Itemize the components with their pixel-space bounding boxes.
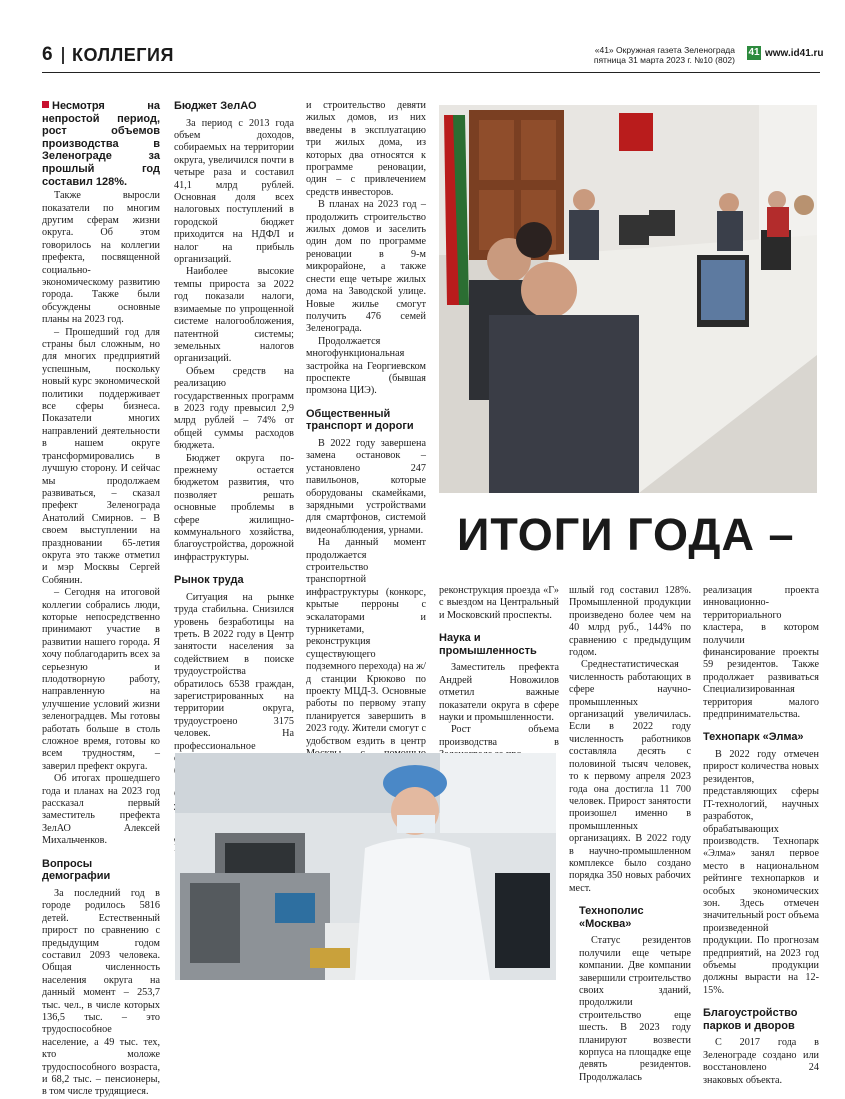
lab-worker-photo-image <box>175 753 556 980</box>
newspaper-info <box>594 45 735 65</box>
newspaper-name: «41» Окружная газета Зеленограда <box>594 45 735 55</box>
article-column-5 <box>569 585 691 1084</box>
subheading-parks: Благоустройство парков и дворов <box>703 1007 798 1032</box>
paragraph: и строительство девяти жилых домов, из них введены в эксплуатацию три жилых дома, из которых два относятся к программе реновации, один – с привлечением средств инвесторов. <box>306 100 426 198</box>
paragraph: Среднестатистическая численность работающих в сфере научно-промышленных организаций увеличилась. Если в 2022 году численность работников составляла десять с половиной тысяч человек, то к первому апреля 2023 года она достигла 11 700 человек. Прирост занятости произошел именно в промышленных организациях. В 2022 году в научно-промышленном комплексе было создано порядка 350 новых рабочих мест. <box>569 659 691 894</box>
headline: ИТОГИ ГОДА – <box>457 509 795 560</box>
article-column-6 <box>703 585 819 1087</box>
header-rule <box>42 72 820 73</box>
meeting-photo-image <box>439 105 817 493</box>
paragraph: Об итогах прошедшего года и планах на 2023 год рассказал первый заместитель префекта ЗелАО Алексей Михальченков. <box>42 773 160 847</box>
paragraph: Наиболее высокие темпы прироста за 2022 год показали налоги, взимаемые по упрощенной системе налогообложения, патентной системы; земельных налогов организаций. <box>174 266 294 365</box>
paragraph: Продолжается многофункциональная застройка на Георгиевском проспекте (бывшая промзона ЦИЭ). <box>306 335 426 397</box>
paragraph: На данный момент продолжается строительство транспортной инфраструктуры (конкорс, крытые перроны с эскалаторами и турникетами, реконструкция существующего подземного перехода) на ж/д станции Крюково по проекту МЦД-3. Основные работы по первому этапу планируется завершить в 2023 году. Жители смогут с удобством ездить в центр <box>306 537 426 747</box>
subheading-science: Наука и промышленность <box>439 632 537 657</box>
paragraph: Ситуация на рынке труда стабильна. Снизился уровень безработицы на треть. В 2022 году в Центр занятости населения за содействием в поиске трудоустройства обратилось 6538 граждан, зарегистрированных на территории округа, трудоустроено 3175 человек. На профессиональное <box>174 591 294 752</box>
article-column-2 <box>174 100 294 855</box>
subheading-labor-market: Рынок труда <box>174 574 244 587</box>
subheading-demography: Вопросы демографии <box>42 857 111 883</box>
section-title: КОЛЛЕГИЯ <box>72 45 174 65</box>
paragraph: реализация проекта инновационно-территориального кластера, в котором получили финансирование проекты 59 резидентов. Также продолжает развиваться Специализированная территория малого предпринимательства. <box>703 585 819 721</box>
header-separator <box>62 47 64 64</box>
paragraph: реконструкция проезда «Г» с выездом на Центральный и Московский проспекты. <box>439 585 559 621</box>
paragraph: Объем средств на реализацию государственных программ в 2023 году превысил 2,9 млрд рублей – 74% от общей суммы расходов бюджета. <box>174 365 294 452</box>
meeting-photo <box>439 105 817 493</box>
paragraph: Заместитель префекта Андрей Новожилов отметил важные показатели округа в сфере науки и промышленности. <box>439 662 559 724</box>
paragraph: Рост объема производства в <box>439 724 559 748</box>
paragraph: В планах на 2023 год – продолжить строительство жилых домов и заселить один дом по программе реновации в 9-м микрорайоне, а также снести еще четыре жилых дома на Заводской улице. Новые жилье смогут получить 476 семей Зеленограда. <box>306 199 426 335</box>
lab-worker-photo <box>175 753 556 980</box>
article-column-4 <box>439 585 559 762</box>
article-column-1 <box>42 100 160 1099</box>
paragraph: Также выросли показатели по многим другим сферам жизни округа. Об этом говорилось на коллегии префекта, посвященной социально-экономическому развитию города. Также были обсуждены основные планы на 2023 год. <box>42 190 160 326</box>
paragraph: С 2017 года в Зеленограде создано или восстановлено 24 знаковых объекта. <box>703 1037 819 1086</box>
newspaper-logo: 41 <box>748 47 760 58</box>
issue-date: пятница 31 марта 2023 г. №10 (802) <box>593 55 735 65</box>
red-square-icon <box>42 101 49 108</box>
paragraph: За последний год в городе родилось 5816 детей. Естественный прирост по сравнению с предыдущим годом составил 2093 человека. Общая численность населения округа на данный момент – 253,7 тыс. чел., в числе которых 136,5 тыс. – это трудоспособное население, а 49 тыс. тех, кто моложе трудоспособного возраста, и 68,2 тыс. – пенсионеры, в том числе трудящиеся. <box>42 887 160 1098</box>
subheading-budget: Бюджет ЗелАО <box>174 100 257 112</box>
page-number: 6 <box>42 44 53 65</box>
paragraph: Статус резидентов получили еще четыре компании. Две компании завершили строительство своих зданий, продолжили строительство еще шесть. В 2023 году планируют возвести корпуса на площадке еще девять резидентов. Продолжалась <box>579 935 691 1083</box>
subheading-elma: Технопарк «Элма» <box>703 731 804 744</box>
paragraph: – Прошедший год для страны был сложным, но для многих предприятий успешным, поскольку новый курс экономической политики поддерживает все сферы бизнеса. Показатели многих направлений деятельности в нашем округе трансформировались в лучшую сторону. И сейчас мы продолжаем развиваться, – сказал префект Зеленограда Анатолий Смирнов. – В своем выступлении на праздновании 65-летия округа это также отметил и мэр Москвы Сергей Собянин. <box>42 326 160 586</box>
subheading-transport: Общественный транспорт и дороги <box>306 407 414 433</box>
subheading-technopolis: Технополис «Москва» <box>579 905 644 930</box>
paragraph: В 2022 году отмечен прирост количества новых резидентов, представляющих сферы IT-технологий, научных разработок, обрабатывающих производств. Технопарк «Элма» занял первое место в национальном рейтинге технопарков и особых экономических зон. Здесь отмечен значительный рост объема произведенной продукции. По прогнозам предприятий, на 2023 год объемы продукции должны вырасти на 12-15%. <box>703 749 819 996</box>
paragraph: – Сегодня на итоговой коллегии собрались люди, которые непосредственно принимают участие в развитии нашего города. Я хочу поблагодарить всех за серьезную и плодотворную работу, направленную на улучшение условий жизни зеленоградцев. Мы готовы работать больше в столь сложное время, готовы ко всем трудностям, – заверил префект округа. <box>42 587 160 772</box>
paragraph: За период с 2013 года объем доходов, собираемых на территории округа, увеличился почти в четыре раза и составил 41,1 млрд рублей. Основная доля всех налоговых поступлений в городской бюджет приходится на НДФЛ и налог на прибыль организаций. <box>174 117 294 266</box>
paragraph: Бюджет округа по-прежнему остается бюджетом развития, что позволяет решать основные проблемы в сфере жилищно-коммунального хозяйства, благоустройства, дорожной инфраструктуры. <box>174 452 294 563</box>
article-lead: Несмотря на непростой период, рост объемов производства в Зеленограде за прошлый год составил 128%. <box>42 100 160 188</box>
site-link[interactable]: www.id41.ru <box>765 48 824 59</box>
paragraph: В 2022 году завершена замена остановок – установлено 247 павильонов, которые оборудованы скамейками, зарядными устройствами для смартфонов, системой видеонаблюдения, урнами. <box>306 437 426 536</box>
paragraph: шлый год составил 128%. Промышленной продукции произведено более чем на 40 млрд руб., 144% по сравнению с предыдущим годом. <box>569 585 691 659</box>
